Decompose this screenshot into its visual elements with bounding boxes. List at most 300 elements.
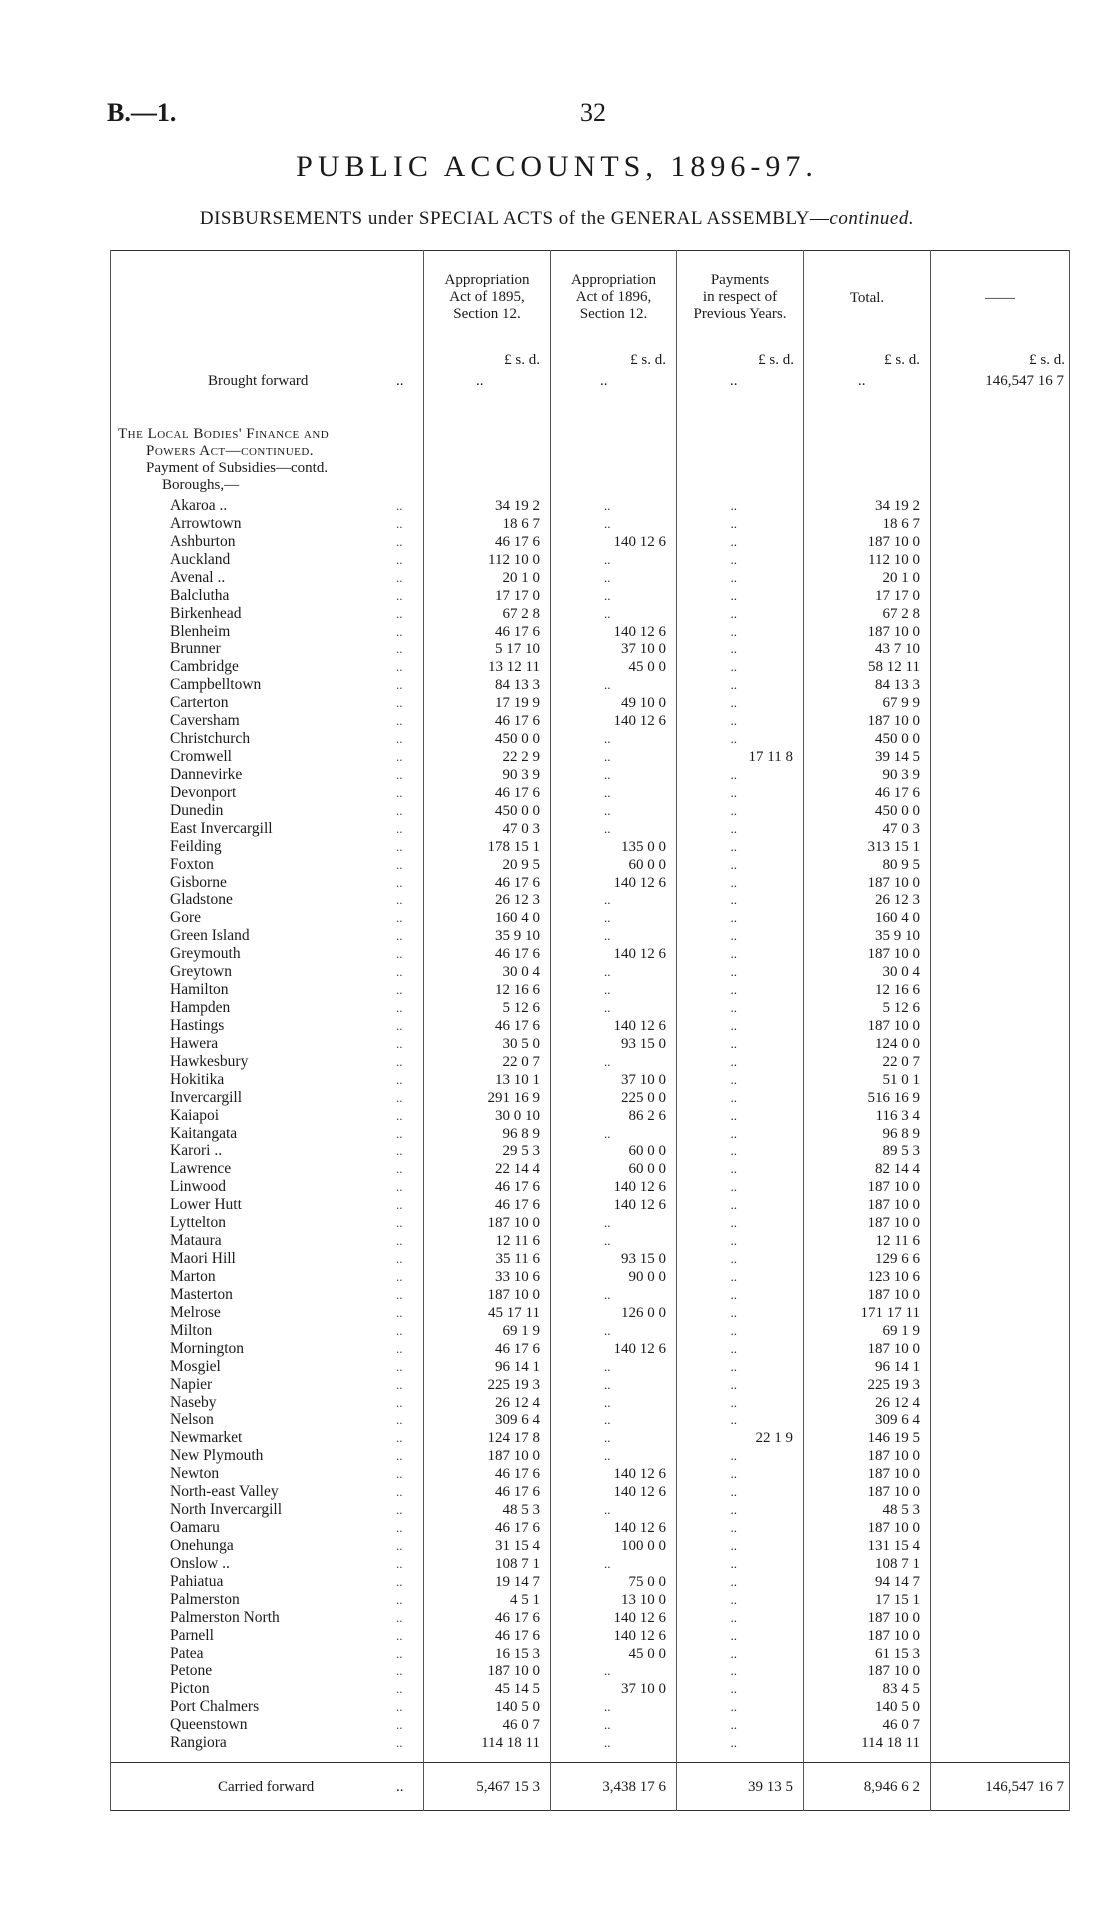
table-row <box>110 515 1070 533</box>
table-row <box>110 1716 1070 1734</box>
borough-name: Parnell <box>170 1626 214 1644</box>
act-1896-amount: 225 0 0 <box>621 1089 666 1106</box>
page-title: PUBLIC ACCOUNTS, 1896-97. <box>296 150 818 183</box>
borough-name: Onehunga <box>170 1536 234 1554</box>
total-amount: 17 15 1 <box>875 1591 920 1608</box>
table-row <box>110 1089 1070 1107</box>
units-col2: £ s. d. <box>630 352 666 368</box>
borough-name: Caversham <box>170 712 240 730</box>
leader-dots: .. <box>396 820 403 836</box>
total-amount: 516 16 9 <box>867 1089 920 1106</box>
total-amount: 108 7 1 <box>875 1555 920 1572</box>
table-row <box>110 587 1070 605</box>
act-1895-amount: 96 8 9 <box>502 1125 540 1142</box>
table-row <box>110 1394 1070 1412</box>
leader-dots: .. <box>396 1304 403 1320</box>
borough-name: Marton <box>170 1267 216 1285</box>
table-row <box>110 1447 1070 1465</box>
previous-years-amount: .. <box>730 1358 737 1374</box>
table-row <box>110 1125 1070 1143</box>
act-1895-amount: 46 17 6 <box>495 1520 540 1536</box>
act-1896-amount: .. <box>604 1125 611 1141</box>
act-1895-amount: 5 12 6 <box>502 1000 540 1017</box>
act-1895-amount: 309 6 4 <box>495 1412 540 1429</box>
leader-dots: .. <box>396 1017 403 1033</box>
table-row <box>110 1501 1070 1519</box>
total-amount: 187 10 0 <box>867 1609 920 1626</box>
table-row <box>110 1537 1070 1555</box>
borough-name: Invercargill <box>170 1088 243 1106</box>
table-row <box>110 640 1070 658</box>
leader-dots: .. <box>396 874 403 890</box>
borough-name: North Invercargill <box>170 1501 283 1519</box>
act-1896-amount: .. <box>604 1053 611 1069</box>
carried-forward-dots: .. <box>396 1779 404 1795</box>
leader-dots: .. <box>396 1143 403 1159</box>
leader-dots: .. <box>396 856 403 872</box>
accounts-table <box>110 250 1070 1812</box>
act-1895-amount: 108 7 1 <box>495 1555 540 1572</box>
act-1895-amount: 47 0 3 <box>502 820 540 837</box>
total-amount: 80 9 5 <box>882 856 920 873</box>
previous-years-amount: .. <box>730 1071 737 1087</box>
leader-dots: .. <box>396 1699 403 1715</box>
leader-dots: .. <box>396 802 403 818</box>
act-1895-amount: 69 1 9 <box>502 1322 540 1339</box>
act-1895-amount: 34 19 2 <box>495 498 540 514</box>
table-row <box>110 1411 1070 1429</box>
table-row <box>110 569 1070 587</box>
act-1895-amount: 16 15 3 <box>495 1645 540 1662</box>
total-amount: 30 0 4 <box>882 964 920 981</box>
units-col1: £ s. d. <box>504 352 540 368</box>
act-1895-amount: 17 19 9 <box>495 695 540 712</box>
total-amount: 46 17 6 <box>875 784 920 801</box>
act-1896-amount: .. <box>604 1215 611 1231</box>
carried-forward-previous-years: 39 13 5 <box>748 1779 793 1795</box>
table-row <box>110 1196 1070 1214</box>
borough-name: Dannevirke <box>170 765 243 783</box>
act-1895-amount: 46 17 6 <box>495 1340 540 1357</box>
act-1896-amount: .. <box>604 1233 611 1249</box>
act-1895-amount: 13 12 11 <box>488 659 540 676</box>
borough-name: Port Chalmers <box>170 1698 260 1716</box>
previous-years-amount: .. <box>730 874 737 890</box>
borough-name: Campbelltown <box>170 676 262 694</box>
leader-dots: .. <box>396 659 403 675</box>
total-amount: 12 11 6 <box>875 1233 920 1250</box>
act-1895-amount: 67 2 8 <box>502 605 540 622</box>
act-1895-amount: 291 16 9 <box>487 1089 540 1106</box>
act-1896-amount: .. <box>604 605 611 621</box>
carried-forward-total: 8,946 6 2 <box>863 1779 920 1795</box>
table-row <box>110 1268 1070 1286</box>
table-row <box>110 1035 1070 1053</box>
total-amount: 187 10 0 <box>867 1215 920 1232</box>
previous-years-amount: .. <box>730 659 737 675</box>
act-1896-amount: .. <box>604 551 611 567</box>
borough-name: Napier <box>170 1375 213 1393</box>
previous-years-amount: .. <box>730 802 737 818</box>
total-amount: 124 0 0 <box>875 1035 920 1052</box>
table-row <box>110 981 1070 999</box>
previous-years-amount: .. <box>730 1179 737 1195</box>
total-amount: 187 10 0 <box>867 623 920 640</box>
act-1896-amount: 60 0 0 <box>628 856 666 873</box>
table-row <box>110 1358 1070 1376</box>
previous-years-amount: .. <box>730 623 737 639</box>
header-line: Previous Years. <box>693 306 787 322</box>
table-row <box>110 623 1070 641</box>
total-amount: 187 10 0 <box>867 1520 920 1536</box>
brought-forward-dots: .. <box>476 373 484 389</box>
leader-dots: .. <box>396 928 403 944</box>
borough-name: Akaroa .. <box>170 497 228 514</box>
leader-dots: .. <box>396 784 403 800</box>
leader-dots: .. <box>396 623 403 639</box>
section-heading-act-cont: Powers Act—continued. <box>146 443 315 459</box>
borough-name: Ashburton <box>170 532 236 550</box>
act-1896-amount: 60 0 0 <box>628 1143 666 1160</box>
units-col5: £ s. d. <box>1029 352 1065 368</box>
leader-dots: .. <box>396 533 403 549</box>
leader-dots: .. <box>396 498 403 513</box>
total-amount: 187 10 0 <box>867 1017 920 1034</box>
borough-name: Hokitika <box>170 1070 225 1088</box>
leader-dots: .. <box>396 1251 403 1267</box>
table-row <box>110 533 1070 551</box>
act-1896-amount: .. <box>604 964 611 980</box>
act-1895-amount: 46 17 6 <box>495 1627 540 1644</box>
act-1896-amount: .. <box>604 1376 611 1392</box>
total-amount: 61 15 3 <box>875 1645 920 1662</box>
act-1895-amount: 124 17 8 <box>487 1430 540 1447</box>
borough-name: Mosgiel <box>170 1357 221 1375</box>
table-row <box>110 1053 1070 1071</box>
leader-dots: .. <box>396 1735 403 1751</box>
leader-dots: .. <box>396 1000 403 1016</box>
act-1895-amount: 140 5 0 <box>495 1699 540 1716</box>
total-amount: 35 9 10 <box>875 928 920 945</box>
borough-name: East Invercargill <box>170 819 273 837</box>
borough-name: Pahiatua <box>170 1572 224 1590</box>
previous-years-amount: .. <box>730 1340 737 1356</box>
act-1895-amount: 22 14 4 <box>495 1161 540 1178</box>
total-amount: 5 12 6 <box>882 1000 920 1017</box>
total-amount: 309 6 4 <box>875 1412 920 1429</box>
leader-dots: .. <box>396 1233 403 1249</box>
units-col4: £ s. d. <box>884 352 920 368</box>
table-row <box>110 730 1070 748</box>
act-1896-amount: .. <box>604 1322 611 1338</box>
previous-years-amount: .. <box>730 1053 737 1069</box>
act-1896-amount: .. <box>604 515 611 531</box>
previous-years-amount: 22 1 9 <box>755 1430 793 1447</box>
previous-years-amount: .. <box>730 982 737 998</box>
previous-years-amount: .. <box>730 1448 737 1464</box>
leader-dots: .. <box>396 1484 403 1500</box>
act-1895-amount: 178 15 1 <box>487 838 540 855</box>
borough-name: Birkenhead <box>170 604 242 622</box>
leader-dots: .. <box>396 551 403 567</box>
leader-dots: .. <box>396 1268 403 1284</box>
act-1895-amount: 187 10 0 <box>487 1286 540 1303</box>
act-1896-amount: 140 12 6 <box>613 1197 666 1214</box>
table-row <box>110 676 1070 694</box>
leader-dots: .. <box>396 892 403 908</box>
act-1895-amount: 13 10 1 <box>495 1071 540 1088</box>
subtitle-continued: continued. <box>829 208 915 229</box>
act-1895-amount: 46 17 6 <box>495 1609 540 1626</box>
borough-name: Gladstone <box>170 891 233 909</box>
carried-forward-grand-amount: 146,547 16 7 <box>985 1779 1064 1795</box>
total-amount: 313 15 1 <box>867 838 920 855</box>
table-row <box>110 1519 1070 1537</box>
brought-forward-label: Brought forward <box>208 373 309 389</box>
act-1896-amount: 140 12 6 <box>613 623 666 640</box>
act-1896-amount: 93 15 0 <box>621 1251 666 1268</box>
borough-name: Kaitangata <box>170 1124 238 1142</box>
leader-dots: .. <box>396 1430 403 1446</box>
total-amount: 187 10 0 <box>867 533 920 550</box>
carried-forward-label: Carried forward <box>218 1779 315 1795</box>
previous-years-amount: .. <box>730 713 737 729</box>
act-1896-amount: .. <box>604 1735 611 1751</box>
table-row <box>110 712 1070 730</box>
brought-forward-amount: 146,547 16 7 <box>985 373 1064 389</box>
table-row <box>110 748 1070 766</box>
act-1896-amount: 49 10 0 <box>621 695 666 712</box>
table-row <box>110 1645 1070 1663</box>
previous-years-amount: .. <box>730 1555 737 1571</box>
table-row <box>110 1286 1070 1304</box>
borough-name: Foxton <box>170 855 214 873</box>
total-amount: 187 10 0 <box>867 946 920 963</box>
borough-name: Greytown <box>170 963 232 981</box>
borough-name: Hawkesbury <box>170 1052 249 1070</box>
borough-name: Rangiora <box>170 1734 227 1752</box>
borough-name: Brunner <box>170 640 221 658</box>
act-1895-amount: 46 17 6 <box>495 533 540 550</box>
borough-name: Maori Hill <box>170 1250 236 1268</box>
act-1895-amount: 46 17 6 <box>495 1484 540 1501</box>
act-1895-amount: 4 5 1 <box>510 1591 540 1608</box>
table-row <box>110 1178 1070 1196</box>
header-line: in respect of <box>702 289 778 305</box>
act-1896-amount: 45 0 0 <box>628 1645 666 1662</box>
borough-name: Greymouth <box>170 945 241 963</box>
table-row <box>110 1591 1070 1609</box>
previous-years-amount: .. <box>730 1215 737 1231</box>
total-amount: 17 17 0 <box>875 587 920 604</box>
table-row <box>110 1071 1070 1089</box>
borough-name: Cambridge <box>170 658 239 676</box>
act-1896-amount: .. <box>604 1717 611 1733</box>
borough-name: Masterton <box>170 1285 233 1303</box>
act-1896-amount: .. <box>604 1286 611 1302</box>
table-row <box>110 927 1070 945</box>
column-header-act-1895 <box>424 272 550 323</box>
previous-years-amount: .. <box>730 1197 737 1213</box>
act-1896-amount: .. <box>604 1412 611 1428</box>
previous-years-amount: .. <box>730 1627 737 1643</box>
leader-dots: .. <box>396 713 403 729</box>
leader-dots: .. <box>396 1627 403 1643</box>
previous-years-amount: .. <box>730 1161 737 1177</box>
act-1895-amount: 114 18 11 <box>481 1735 540 1752</box>
act-1896-amount: 140 12 6 <box>613 1179 666 1196</box>
table-row <box>110 1232 1070 1250</box>
leader-dots: .. <box>396 605 403 621</box>
borough-name: Dunedin <box>170 801 224 819</box>
table-row <box>110 963 1070 981</box>
act-1896-amount: 60 0 0 <box>628 1161 666 1178</box>
act-1896-amount: 13 10 0 <box>621 1591 666 1608</box>
table-row <box>110 891 1070 909</box>
section-boroughs-heading: Boroughs,— <box>162 477 240 493</box>
act-1896-amount: .. <box>604 766 611 782</box>
total-amount: 187 10 0 <box>867 1484 920 1501</box>
table-row <box>110 1017 1070 1035</box>
act-1896-amount: .. <box>604 982 611 998</box>
header-line: Payments <box>710 272 770 288</box>
borough-name: Green Island <box>170 927 250 945</box>
total-amount: 129 6 6 <box>875 1251 920 1268</box>
act-1895-amount: 35 9 10 <box>495 928 540 945</box>
previous-years-amount: .. <box>730 1394 737 1410</box>
previous-years-amount: .. <box>730 1107 737 1123</box>
previous-years-amount: .. <box>730 569 737 585</box>
total-amount: 94 14 7 <box>875 1573 920 1590</box>
leader-dots: .. <box>396 1035 403 1051</box>
total-amount: 96 8 9 <box>882 1125 920 1142</box>
total-amount: 187 10 0 <box>867 1179 920 1196</box>
borough-name: Lower Hutt <box>170 1196 242 1214</box>
total-amount: 225 19 3 <box>867 1376 920 1393</box>
borough-name: Christchurch <box>170 730 251 748</box>
act-1895-amount: 45 14 5 <box>495 1681 540 1698</box>
act-1896-amount: 140 12 6 <box>613 1017 666 1034</box>
previous-years-amount: .. <box>730 1143 737 1159</box>
total-amount: 187 10 0 <box>867 1627 920 1644</box>
leader-dots: .. <box>396 1663 403 1679</box>
total-amount: 51 0 1 <box>882 1071 920 1088</box>
borough-name: North-east Valley <box>170 1483 279 1501</box>
leader-dots: .. <box>396 1071 403 1087</box>
leader-dots: .. <box>396 1286 403 1302</box>
act-1896-amount: .. <box>604 569 611 585</box>
leader-dots: .. <box>396 695 403 711</box>
previous-years-amount: .. <box>730 695 737 711</box>
act-1896-amount: .. <box>604 892 611 908</box>
leader-dots: .. <box>396 1681 403 1697</box>
previous-years-amount: .. <box>730 766 737 782</box>
leader-dots: .. <box>396 731 403 747</box>
table-row <box>110 909 1070 927</box>
previous-years-amount: .. <box>730 587 737 603</box>
previous-years-amount: .. <box>730 731 737 747</box>
leader-dots: .. <box>396 946 403 962</box>
total-amount: 18 6 7 <box>882 515 920 532</box>
act-1895-amount: 35 11 6 <box>495 1251 540 1268</box>
header-line: Act of 1895, <box>449 289 525 305</box>
total-amount: 43 7 10 <box>875 641 920 658</box>
act-1896-amount: 140 12 6 <box>613 533 666 550</box>
table-row <box>110 1214 1070 1232</box>
act-1895-amount: 450 0 0 <box>495 802 540 819</box>
previous-years-amount: .. <box>730 910 737 926</box>
act-1895-amount: 46 17 6 <box>495 784 540 801</box>
act-1895-amount: 45 17 11 <box>488 1304 540 1321</box>
act-1896-amount: 90 0 0 <box>628 1268 666 1285</box>
borough-name: Onslow .. <box>170 1554 230 1572</box>
act-1896-amount: .. <box>604 498 611 513</box>
leader-dots: .. <box>396 1645 403 1661</box>
act-1896-amount: .. <box>604 820 611 836</box>
borough-name: Mataura <box>170 1232 222 1250</box>
total-amount: 12 16 6 <box>875 982 920 999</box>
act-1896-amount: .. <box>604 749 611 765</box>
act-1896-amount: .. <box>604 1663 611 1679</box>
borough-name: Gisborne <box>170 873 227 891</box>
brought-forward-dots: .. <box>858 373 866 389</box>
act-1896-amount: 140 12 6 <box>613 1609 666 1626</box>
borough-name: Balclutha <box>170 586 230 604</box>
act-1895-amount: 187 10 0 <box>487 1215 540 1232</box>
leader-dots: .. <box>396 1573 403 1589</box>
table-row <box>110 551 1070 569</box>
act-1895-amount: 20 9 5 <box>502 856 540 873</box>
act-1895-amount: 46 17 6 <box>495 946 540 963</box>
table-row <box>110 1376 1070 1394</box>
act-1896-amount: 140 12 6 <box>613 874 666 891</box>
borough-name: Newmarket <box>170 1429 243 1447</box>
previous-years-amount: .. <box>730 928 737 944</box>
leader-dots: .. <box>396 1179 403 1195</box>
leader-dots: .. <box>396 1376 403 1392</box>
page-subtitle <box>0 208 1114 230</box>
act-1895-amount: 187 10 0 <box>487 1448 540 1465</box>
borough-name: Lyttelton <box>170 1214 226 1232</box>
act-1896-amount: .. <box>604 1502 611 1518</box>
borough-name: Devonport <box>170 783 237 801</box>
total-amount: 187 10 0 <box>867 1286 920 1303</box>
act-1895-amount: 46 17 6 <box>495 623 540 640</box>
previous-years-amount: .. <box>730 498 737 513</box>
act-1896-amount: 135 0 0 <box>621 838 666 855</box>
previous-years-amount: .. <box>730 1520 737 1535</box>
previous-years-amount: .. <box>730 1376 737 1392</box>
total-amount: 84 13 3 <box>875 677 920 694</box>
previous-years-amount: .. <box>730 515 737 531</box>
subtitle-main: DISBURSEMENTS under SPECIAL ACTS of the GENERAL ASSEMBLY— <box>199 208 830 229</box>
previous-years-amount: .. <box>730 1735 737 1751</box>
leader-dots: .. <box>396 964 403 980</box>
borough-name: Nelson <box>170 1411 214 1429</box>
previous-years-amount: .. <box>730 1699 737 1715</box>
previous-years-amount: .. <box>730 533 737 549</box>
act-1896-amount: 140 12 6 <box>613 713 666 730</box>
borough-name: Newton <box>170 1465 220 1483</box>
total-amount: 89 5 3 <box>882 1143 920 1160</box>
previous-years-amount: .. <box>730 892 737 908</box>
act-1895-amount: 46 17 6 <box>495 1197 540 1214</box>
act-1895-amount: 33 10 6 <box>495 1268 540 1285</box>
header-line: Section 12. <box>579 306 648 322</box>
previous-years-amount: .. <box>730 1537 737 1553</box>
act-1895-amount: 46 0 7 <box>502 1717 540 1734</box>
total-amount: 160 4 0 <box>875 910 920 927</box>
